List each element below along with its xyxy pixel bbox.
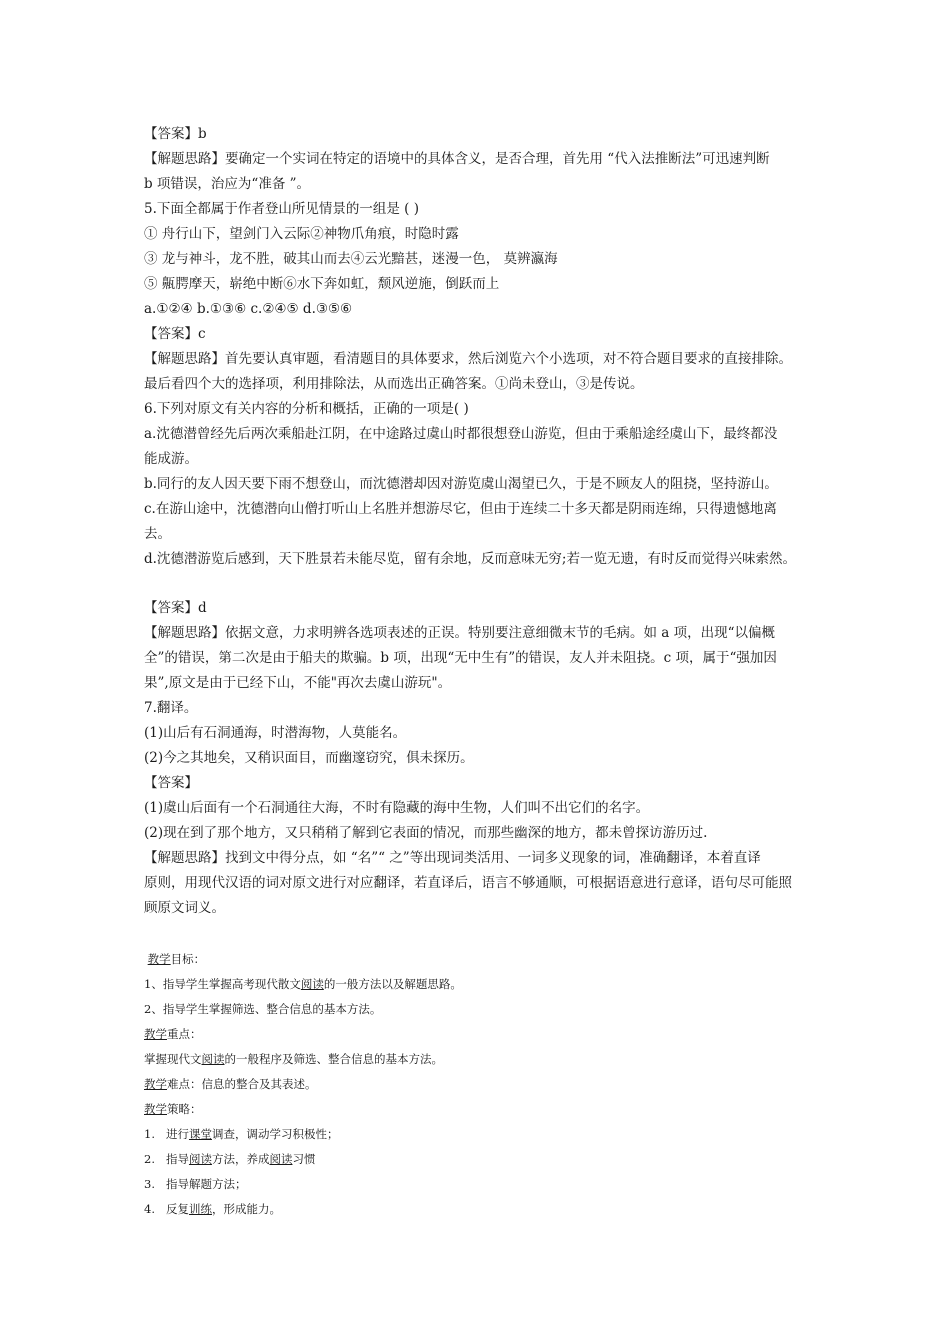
link-reading[interactable]: 阅读 [269, 1152, 293, 1166]
q5-option-line: ③ 龙与神斗，龙不胜，破其山而去④云光黯甚，迷漫一色， 莫辨瀛海 [144, 251, 558, 267]
q6-option-d: d.沈德潜游览后感到，天下胜景若未能尽览，留有余地，反而意味无穷;若一览无遗，有时反而觉得兴味索然。 [144, 551, 796, 567]
q4-analysis-cont: b 项错误，治应为“准备 ”。 [144, 176, 311, 192]
q7-analysis: 【解题思路】找到文中得分点，如 “名”“ 之”等出现词类活用、一词多义现象的词，准确翻译，本着直译 [144, 850, 761, 866]
strategy-item-4: 4. 反复训练，形成能力。 [144, 1202, 281, 1216]
link-teaching[interactable]: 教学 [144, 1027, 167, 1041]
q6-option-c-cont: 去。 [144, 526, 171, 542]
teaching-goal-1: 1、指导学生掌握高考现代散文阅读的一般方法以及解题思路。 [144, 977, 462, 991]
strategy-item-3: 3. 指导解题方法； [144, 1177, 247, 1191]
q6-stem: 6.下列对原文有关内容的分析和概括，正确的一项是( ) [144, 401, 469, 417]
q5-option-line: ① 舟行山下，望剑门入云际②神物爪角痕，时隐时露 [144, 226, 459, 242]
link-teaching[interactable]: 教学 [144, 1102, 167, 1116]
q7-sentence-1: (1)山后有石洞通海，时潜海物，人莫能名。 [144, 725, 407, 741]
teaching-difficulty: 教学难点：信息的整合及其表述。 [144, 1077, 317, 1091]
q7-sentence-2: (2)今之其地矣，又稍识面目，而幽邃窃究，俱未探历。 [144, 750, 474, 766]
q6-analysis-cont: 全”的错误，第二次是由于船夫的欺骗。b 项，出现“无中生有”的错误，友人并未阻挠。c 项，属于“强加因 [144, 650, 777, 666]
link-classroom[interactable]: 课堂 [188, 1127, 212, 1141]
teaching-goal-2: 2、指导学生掌握筛选、整合信息的基本方法。 [144, 1002, 382, 1016]
link-training[interactable]: 训练 [188, 1202, 212, 1216]
spacer [144, 921, 824, 947]
q4-analysis: 【解题思路】要确定一个实词在特定的语境中的具体含义，是否合理，首先用 “代入法推断法”可迅速判断 [144, 151, 770, 167]
q7-stem: 7.翻译。 [144, 700, 198, 716]
link-teaching[interactable]: 教学 [144, 1077, 167, 1091]
q6-answer: 【答案】d [144, 600, 207, 616]
q4-answer: 【答案】b [144, 126, 207, 142]
q5-stem: 5.下面全都属于作者登山所见情景的一组是 ( ) [144, 201, 419, 217]
q6-analysis: 【解题思路】依据文意，力求明辨各选项表述的正误。特别要注意细微末节的毛病。如 a 项，出现“以偏概 [144, 625, 776, 641]
link-teaching[interactable]: 教学 [147, 952, 171, 966]
q5-analysis: 【解题思路】首先要认真审题，看清题目的具体要求，然后浏览六个小选项，对不符合题目要求的直接排除。 [144, 351, 792, 367]
q7-answer: 【答案】 [144, 775, 198, 791]
q7-analysis-cont: 原则，用现代汉语的词对原文进行对应翻译，若直译后，语言不够通顺，可根据语意进行意译，语句尽可能照 [144, 875, 792, 891]
teaching-focus-heading: 教学重点： [144, 1027, 202, 1041]
q6-analysis-cont: 果”,原文是由于已经下山，不能"再次去虞山游玩"。 [144, 675, 452, 691]
teaching-goal-heading: 教学目标： [147, 952, 206, 966]
document-page [144, 122, 824, 1222]
link-reading[interactable]: 阅读 [188, 1152, 212, 1166]
q5-option-line: ⑤ 齀腭摩天，崭绝中断⑥水下奔如虹，颓风逆施，倒跃而上 [144, 276, 500, 292]
teaching-strategy-heading: 教学策略： [144, 1102, 202, 1116]
q5-answer: 【答案】c [144, 326, 206, 342]
q7-analysis-cont: 顾原文词义。 [144, 900, 225, 916]
spacer [144, 572, 824, 596]
q6-option-a: a.沈德潜曾经先后两次乘船赴江阴，在中途路过虞山时都很想登山游览，但由于乘船途经虞山下，最终都没 [144, 426, 778, 442]
q5-choices: a.①②④ b.①③⑥ c.②④⑤ d.③⑤⑥ [144, 301, 353, 317]
strategy-item-2: 2. 指导阅读方法，养成阅读习惯 [144, 1152, 316, 1166]
link-reading[interactable]: 阅读 [201, 1052, 225, 1066]
q6-option-c: c.在游山途中，沈德潜向山僧打听山上名胜并想游尽它，但由于连续二十多天都是阴雨连绵，只得遗憾地离 [144, 501, 777, 517]
q5-analysis-cont: 最后看四个大的选择项，利用排除法，从而选出正确答案。①尚未登山，③是传说。 [144, 376, 644, 392]
q6-option-a-cont: 能成游。 [144, 451, 198, 467]
q7-answer-1: (1)虞山后面有一个石洞通往大海，不时有隐藏的海中生物，人们叫不出它们的名字。 [144, 800, 650, 816]
link-reading[interactable]: 阅读 [300, 977, 324, 991]
teaching-focus: 掌握现代文阅读的一般程序及筛选、整合信息的基本方法。 [144, 1052, 443, 1066]
q7-answer-2: (2)现在到了那个地方，又只稍稍了解到它表面的情况，而那些幽深的地方，都未曾探访游历过. [144, 825, 708, 841]
strategy-item-1: 1. 进行课堂调查，调动学习积极性； [144, 1127, 339, 1141]
q6-option-b: b.同行的友人因天要下雨不想登山，而沈德潜却因对游览虞山渴望已久，于是不顾友人的阻挠，坚持游山。 [144, 476, 778, 492]
